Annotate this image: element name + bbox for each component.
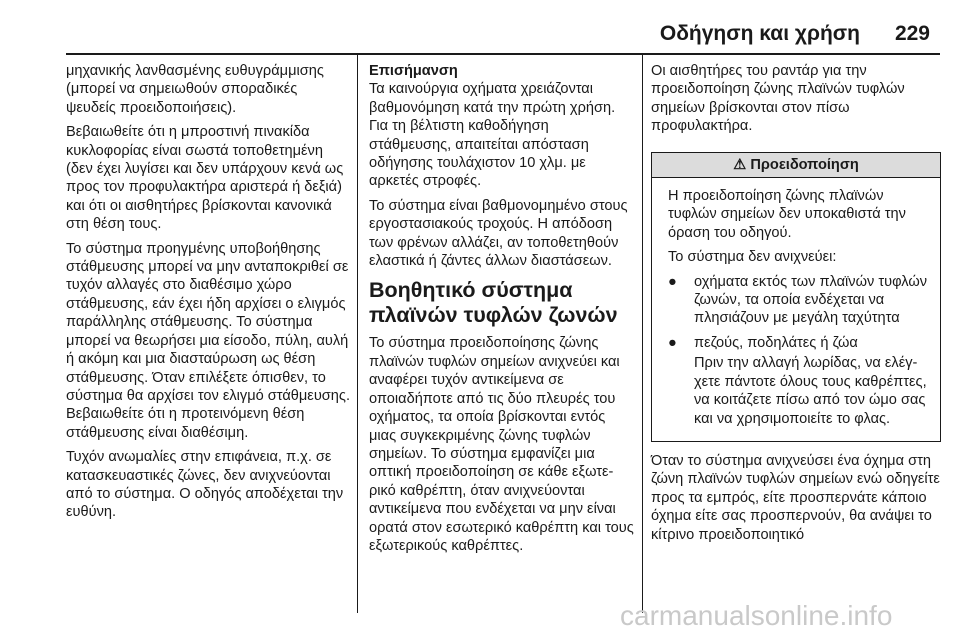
note-paragraph: Τα καινούργια οχήματα χρειάζονται βαθμονόμηση κατά την πρώτη χρήση. Για τη βέλτιστη καθοδήγηση στάθμευσης, απαιτείται απόσταση οδήγησης τουλάχιστον 10 χλμ. με αρκετές στροφές. [369,81,616,190]
watermark: carmanualsonline.info [620,600,893,631]
warning-box [651,152,941,442]
paragraph: Το σύστημα προηγμένης υποβοήθησης στάθμευσης μπορεί να μην ανταποκριθεί σε τυχόν αλλαγές στο διαθέσιμο χώρο στάθμευσης, εάν έχει ήδη αρχίσει ο ελιγμός παράλληλης στάθμευσης. Το σύστημα μπορεί να θεωρήσει μια είσοδο, πύλη, αυλή ή ακόμη και μια διασταύρωση ως θέση στάθμευσης. Όταν επιλέξετε όπισθεν, το σύστημα θα αρχίσει τον ελιγμό στάθμευσης. Βεβαιωθείτε ότι η προτεινόμενη θέση στάθμευσης είναι διαθέσιμη. [66,240,351,441]
page-number: 229 [894,22,930,45]
note-paragraph: Το σύστημα είναι βαθμονομημένο στους εργοστασιακούς τροχούς. Η απόδοση των φρένων αλλάζει, αν τοποθετηθούν ελαστικά ή ζάντες άλλων διαστάσεων. [369,197,628,270]
page-header-title: Οδήγηση και χρήση [659,22,860,45]
warning-triangle-icon: ⚠ [733,156,747,173]
list-item-text: οχήματα εκτός των πλαϊνών τυφλών ζωνών, τα οποία ενδέχεται να πλησιάζουν με μεγάλη ταχύτητα [694,273,928,327]
paragraph: Το σύστημα προειδοποίησης ζώνης πλαϊνών τυφλών σημείων ανιχνεύει και αναφέρει τυχόν αντικείμενα σε οποιαδήποτε από τις δύο πλευρές του οχήματος, τα οποία βρίσκονται εντός μιας συγκεκριμένης ζώνης τυφλών σημείων. Το σύστημα εμφανίζει μια οπτική προειδοποίηση σε κάθε εξωτερικό καθρέπτη, όταν ανιχνεύονται αντικείμενα που ενδέχεται να μην είναι ορατά στον εσωτερικό καθρέπτη και τους εξωτερικούς καθρέπτες. [369,335,634,554]
list-item-text: πεζούς, ποδηλάτες ή ζώα [694,334,858,351]
page-header [0,0,960,52]
warning-paragraph: Το σύστημα δεν ανιχνεύει: [668,249,837,266]
paragraph: μηχανικής λανθασμένης ευθυγράμμισης (μπορεί να σημειωθούν σποραδικές ψευδείς προειδοποιήσεις). [66,63,324,116]
section-heading: Βοηθητικό σύστημα πλαϊνών τυφλών ζωνών [369,278,618,328]
header-rule [66,53,940,55]
bullet-icon: ● [668,334,677,351]
column-1 [66,62,350,528]
paragraph: Οι αισθητήρες του ραντάρ για την προειδοποίηση ζώνης πλαϊνών τυφλών σημείων βρίσκονται στον πίσω προφυλακτήρα. [651,63,905,135]
warning-body [652,178,940,441]
column-3 [651,62,941,550]
warning-title: Προειδοποίηση [750,156,859,173]
paragraph: Βεβαιωθείτε ότι η μπροστινή πινακίδα κυκλοφορίας είναι σωστά τοποθετημένη (δεν έχει λυγίσει και δεν υπάρχουν κενά ως προς τον προφυλακτήρα αριστερά ή δεξιά) και ότι οι αισθητήρες βρίσκονται κανονικά στη θέση τους. [66,124,344,233]
paragraph: Όταν το σύστημα ανιχνεύσει ένα όχημα στη ζώνη πλαϊνών τυφλών σημείων ενώ οδηγείτε προς τα εμπρός, είτε προσπερνάτε κάποιο όχημα είτε σας προσπερνούν, θα ανάψει το κίτρινο προειδοποιητικό [651,452,940,543]
bullet-icon: ● [668,273,677,290]
column-divider [357,55,358,613]
column-2 [369,62,635,561]
note-title: Επισήμανση [369,63,458,79]
list-item [668,273,928,328]
list-item [668,334,928,352]
warning-header [652,153,940,178]
warning-paragraph: Πριν την αλλαγή λωρίδας, να ελέγχετε πάντοτε όλους τους καθρέπτες, να κοιτάζετε πίσω από τον ώμο σας και να χρησιμοποιείτε το φλας. [694,355,927,427]
paragraph: Τυχόν ανωμαλίες στην επιφάνεια, π.χ. σε κατασκευαστικές ζώνες, δεν ανιχνεύονται από το σύστημα. Ο οδηγός αποδέχεται την ευθύνη. [66,449,344,521]
warning-paragraph: Η προειδοποίηση ζώνης πλαϊνών τυφλών σημείων δεν υποκαθιστά την όραση του οδηγού. [668,188,906,241]
column-divider [642,55,643,613]
